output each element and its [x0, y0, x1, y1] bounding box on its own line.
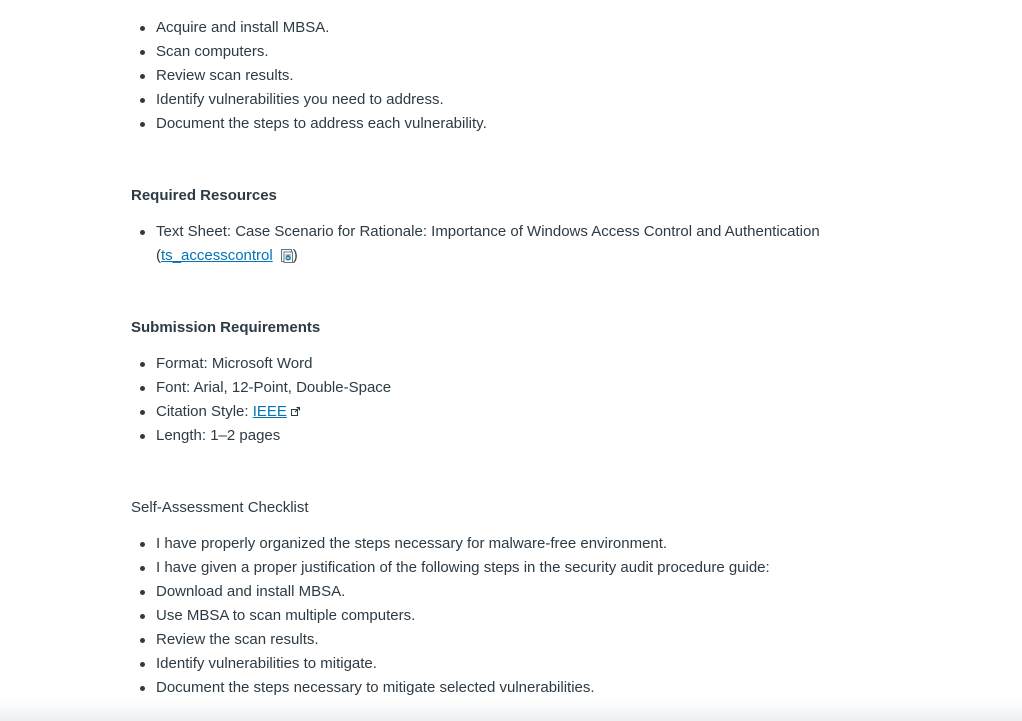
submission-list [131, 352, 871, 448]
list-item: Use MBSA to scan multiple computers. [156, 604, 871, 628]
list-item: I have given a proper justification of the following steps in the security audit procedure guide: [156, 556, 871, 580]
required-resources-heading: Required Resources [131, 187, 277, 204]
list-item: Document the steps necessary to mitigate selected vulnerabilities. [156, 676, 871, 700]
resources-list [131, 220, 871, 268]
citation-label: Citation Style: [156, 403, 253, 420]
list-item [156, 220, 871, 268]
list-item: Font: Arial, 12-Point, Double-Space [156, 376, 871, 400]
file-preview-icon[interactable] [281, 247, 293, 261]
open-paren: ( [156, 247, 161, 264]
list-item: Document the steps to address each vulnerability. [156, 112, 871, 136]
list-item: Format: Microsoft Word [156, 352, 871, 376]
checklist-list [131, 532, 871, 700]
page-content [131, 16, 871, 700]
list-item: Review scan results. [156, 64, 871, 88]
ts-accesscontrol-link[interactable]: ts_accesscontrol [161, 247, 273, 264]
external-link-icon [291, 400, 300, 409]
self-assessment-heading: Self-Assessment Checklist [131, 499, 309, 516]
ieee-link[interactable]: IEEE [252, 403, 287, 420]
steps-list [131, 16, 871, 136]
list-item: Review the scan results. [156, 628, 871, 652]
list-item: Download and install MBSA. [156, 580, 871, 604]
bottom-fade [0, 699, 1022, 721]
list-item: Scan computers. [156, 40, 871, 64]
list-item: I have properly organized the steps necessary for malware-free environment. [156, 532, 871, 556]
close-paren: ) [292, 247, 298, 264]
list-item: Identify vulnerabilities you need to address. [156, 88, 871, 112]
list-item: Identify vulnerabilities to mitigate. [156, 652, 871, 676]
list-item: Length: 1–2 pages [156, 424, 871, 448]
list-item [156, 400, 871, 424]
list-item: Acquire and install MBSA. [156, 16, 871, 40]
resource-text: Text Sheet: Case Scenario for Rationale: Importance of Windows Access Control and Authentication [156, 223, 820, 240]
submission-requirements-heading: Submission Requirements [131, 319, 321, 336]
